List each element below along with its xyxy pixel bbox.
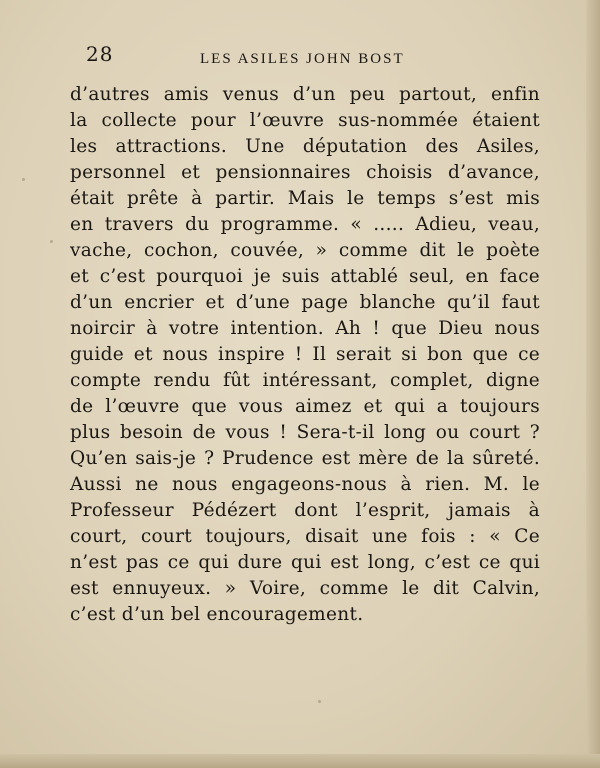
text-line: noircir à votre intention. Ah ! que Dieu nous [70,318,540,339]
page-number: 28 [86,42,114,66]
text-line: vache, cochon, couvée, » comme dit le poète [70,240,540,261]
text-line: les attractions. Une députation des Asiles, [70,136,540,157]
text-line: Aussi ne nous engageons-nous à rien. M. le [70,474,540,495]
page-edge-bottom [0,754,600,768]
paper-speck [318,700,321,703]
text-line: c’est d’un bel encouragement. [70,604,364,625]
body-text [70,82,540,628]
text-line: Professeur Pédézert dont l’esprit, jamais à [70,500,540,521]
text-line: la collecte pour l’œuvre sus-nommée étaient [70,110,540,131]
text-line: court, court toujours, disait une fois : « Ce [70,526,540,547]
running-head: LES ASILES JOHN BOST [200,51,405,67]
text-line: et c’est pourquoi je suis attablé seul, en face [70,266,540,287]
text-line: d’un encrier et d’une page blanche qu’il faut [70,292,540,313]
text-line: personnel et pensionnaires choisis d’avance, [70,162,540,183]
paper-speck [22,178,25,181]
text-line: est ennuyeux. » Voire, comme le dit Calvin, [70,578,540,599]
text-line: compte rendu fût intéressant, complet, digne [70,370,540,391]
text-line: Qu’en sais-je ? Prudence est mère de la sûreté. [70,448,540,469]
text-line: plus besoin de vous ! Sera-t-il long ou court ? [70,422,540,443]
text-line: d’autres amis venus d’un peu partout, enfin [70,84,540,105]
text-line: guide et nous inspire ! Il serait si bon que ce [70,344,540,365]
page-edge-right [586,0,600,768]
text-line: de l’œuvre que vous aimez et qui a toujours [70,396,540,417]
text-line: n’est pas ce qui dure qui est long, c’est ce qui [70,552,540,573]
text-line: en travers du programme. « ..... Adieu, veau, [70,214,540,235]
paper-speck [50,240,53,243]
text-line: était prête à partir. Mais le temps s’est mis [70,188,540,209]
